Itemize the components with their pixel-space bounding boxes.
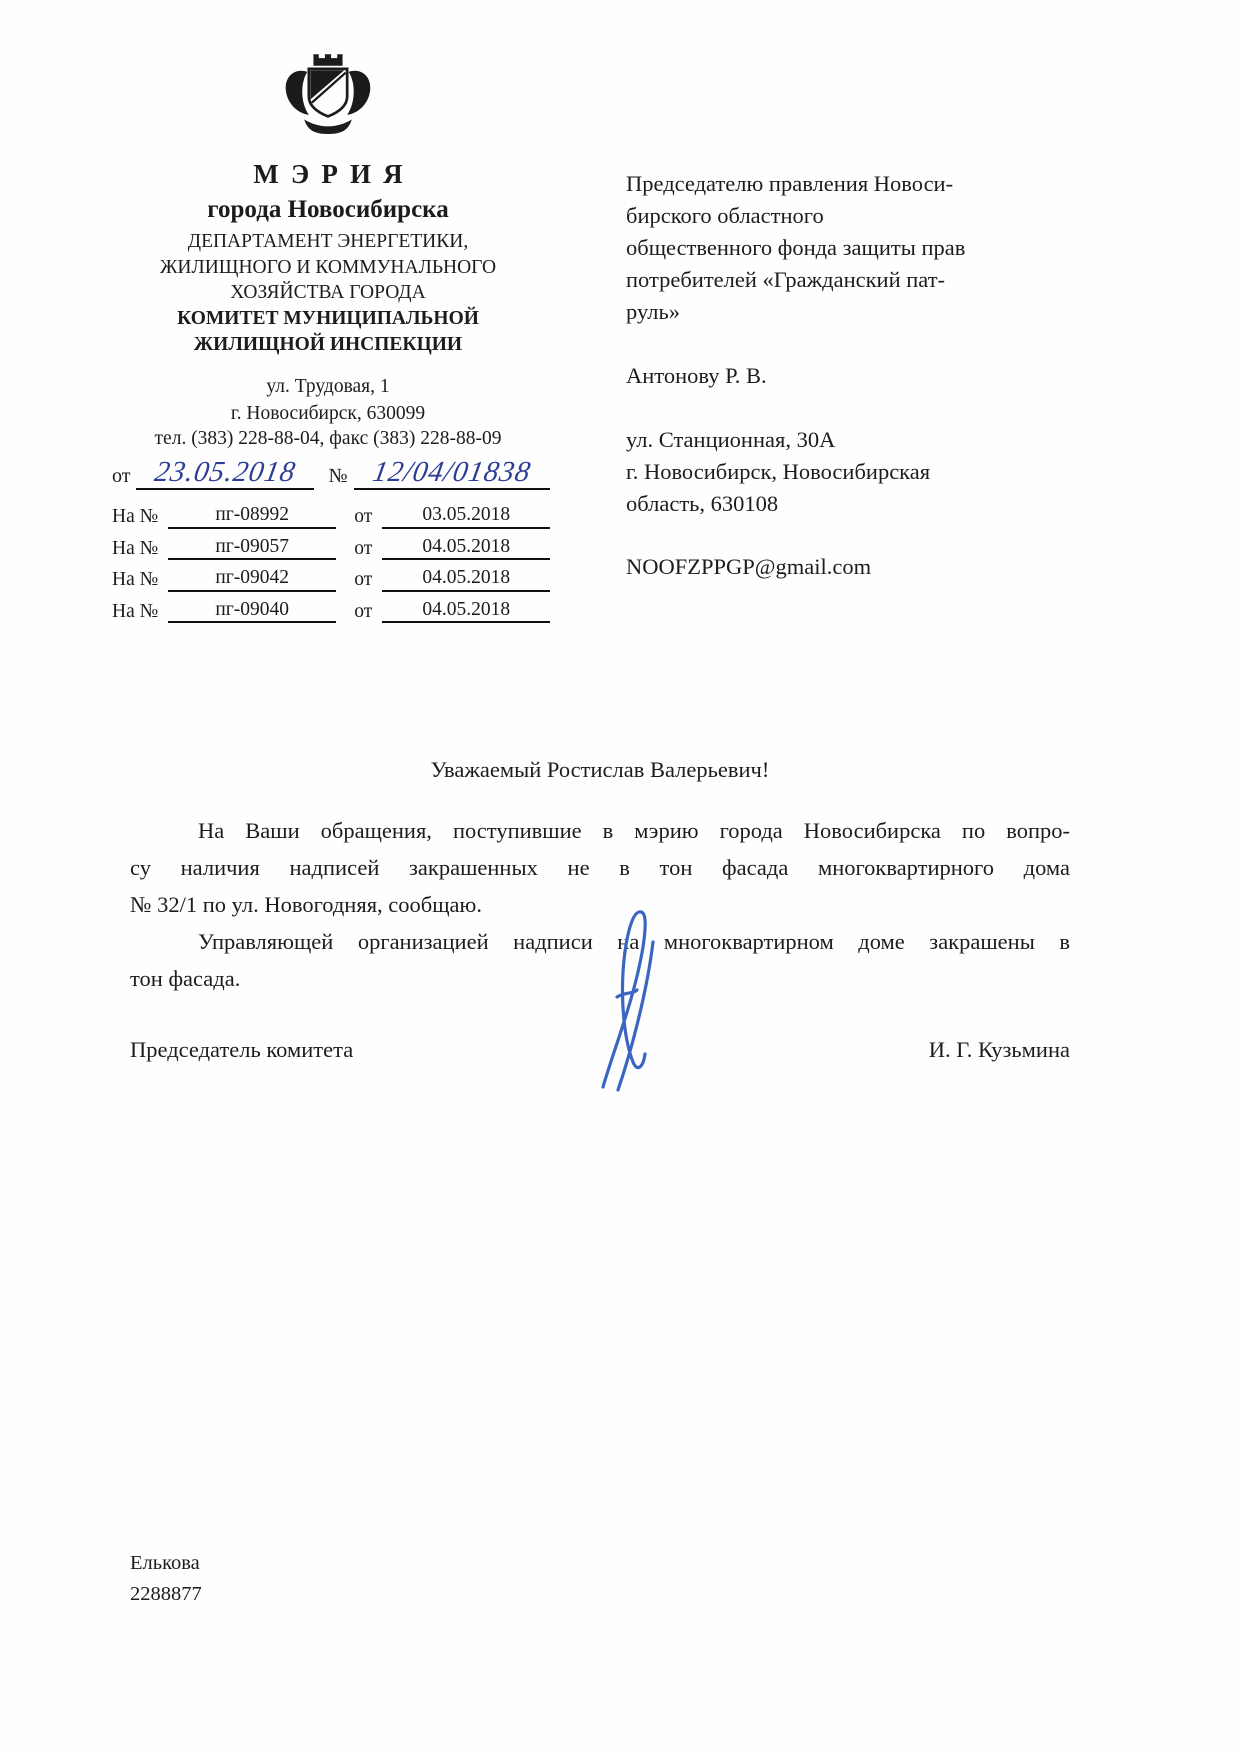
ref-label: На № bbox=[112, 506, 159, 528]
addressee-org bbox=[626, 168, 1116, 328]
outgoing-date-handwritten: 23.05.2018 bbox=[152, 456, 299, 489]
incoming-references bbox=[98, 504, 558, 623]
addressee-org-line: Председателю правления Новоси- bbox=[626, 171, 954, 196]
department-line: ХОЗЯЙСТВА ГОРОДА bbox=[230, 282, 426, 304]
ref-date: 04.05.2018 bbox=[382, 536, 550, 560]
reference-row bbox=[112, 567, 558, 591]
body-line: Управляющей организацией надписи на многоквартирном доме закрашены в bbox=[198, 929, 1070, 954]
addressee-name: Антонову Р. В. bbox=[626, 362, 767, 388]
body-line: № 32/1 по ул. Новогодняя, сообщаю. bbox=[130, 892, 482, 917]
addressee-email: NOOFZPPGP@gmail.com bbox=[626, 554, 872, 580]
ref-number: пг-09040 bbox=[168, 599, 336, 623]
addressee-org-line: общественного фонда защиты прав bbox=[626, 234, 966, 260]
outgoing-number-label: № bbox=[328, 465, 348, 488]
executor-block bbox=[130, 1548, 202, 1610]
department-line: ДЕПАРТАМЕНТ ЭНЕРГЕТИКИ, bbox=[187, 231, 469, 252]
committee-line: ЖИЛИЩНОЙ ИНСПЕКЦИИ bbox=[193, 333, 463, 355]
ref-number: пг-09057 bbox=[168, 536, 336, 560]
ref-date-label: от bbox=[354, 537, 373, 559]
body-paragraph bbox=[130, 812, 1070, 923]
letterhead-address bbox=[98, 374, 558, 451]
letterhead bbox=[98, 52, 558, 630]
ref-date: 03.05.2018 bbox=[382, 504, 550, 528]
executor-name: Елькова bbox=[130, 1552, 200, 1574]
addressee-org-line: руль» bbox=[626, 298, 680, 324]
outgoing-number-handwritten: 12/04/01838 bbox=[370, 456, 534, 489]
reference-row bbox=[112, 599, 558, 623]
ref-label: На № bbox=[112, 600, 159, 622]
outgoing-date-label: от bbox=[112, 465, 131, 488]
body-line: На Ваши обращения, поступившие в мэрию города Новосибирска по вопро- bbox=[198, 818, 1070, 843]
ref-date-label: от bbox=[354, 506, 373, 528]
ref-date: 04.05.2018 bbox=[382, 599, 550, 623]
signer-name: И. Г. Кузьмина bbox=[928, 1037, 1070, 1062]
ref-label: На № bbox=[112, 569, 159, 591]
ref-date-label: от bbox=[354, 569, 373, 591]
addressee-address-line: г. Новосибирск, Новосибирская bbox=[626, 458, 931, 484]
salutation: Уважаемый Ростислав Валерьевич! bbox=[430, 757, 770, 782]
ref-number: пг-08992 bbox=[168, 504, 336, 528]
ref-date-label: от bbox=[354, 600, 373, 622]
executor-phone: 2288877 bbox=[130, 1582, 202, 1605]
letterhead-address-line: ул. Трудовая, 1 bbox=[266, 375, 390, 397]
org-name-line1: МЭРИЯ bbox=[253, 159, 415, 189]
department-line: ЖИЛИЩНОГО И КОММУНАЛЬНОГО bbox=[159, 256, 497, 278]
reference-row bbox=[112, 504, 558, 528]
ref-date: 04.05.2018 bbox=[382, 567, 550, 591]
body-line: тон фасада. bbox=[130, 966, 241, 991]
addressee-org-line: бирского областного bbox=[626, 202, 824, 228]
addressee-org-line: потребителей «Гражданский пат- bbox=[626, 266, 946, 292]
addressee-address-line: ул. Станционная, 30А bbox=[626, 426, 836, 452]
ref-number: пг-09042 bbox=[168, 567, 336, 591]
outgoing-number-field bbox=[354, 458, 550, 490]
body-line: су наличия надписей закрашенных не в тон фасада многоквартирного дома bbox=[130, 855, 1070, 880]
addressee-address bbox=[626, 424, 1116, 520]
body-paragraph bbox=[130, 923, 1070, 997]
outgoing-date-field bbox=[136, 458, 314, 490]
ref-label: На № bbox=[112, 537, 159, 559]
org-name-line2: города Новосибирска bbox=[207, 196, 449, 223]
letter-body bbox=[130, 812, 1070, 997]
outgoing-number-row bbox=[98, 458, 558, 490]
addressee-address-line: область, 630108 bbox=[626, 490, 779, 516]
reference-row bbox=[112, 536, 558, 560]
letterhead-contacts: тел. (383) 228-88-04, факс (383) 228-88-09 bbox=[154, 428, 502, 450]
addressee-block bbox=[626, 168, 1116, 583]
committee-line: КОМИТЕТ МУНИЦИПАЛЬНОЙ bbox=[177, 308, 479, 330]
novosibirsk-coat-of-arms-icon bbox=[278, 52, 378, 149]
signer-position: Председатель комитета bbox=[130, 1037, 354, 1062]
letterhead-address-line: г. Новосибирск, 630099 bbox=[230, 402, 426, 424]
signature-block bbox=[130, 1030, 1070, 1070]
